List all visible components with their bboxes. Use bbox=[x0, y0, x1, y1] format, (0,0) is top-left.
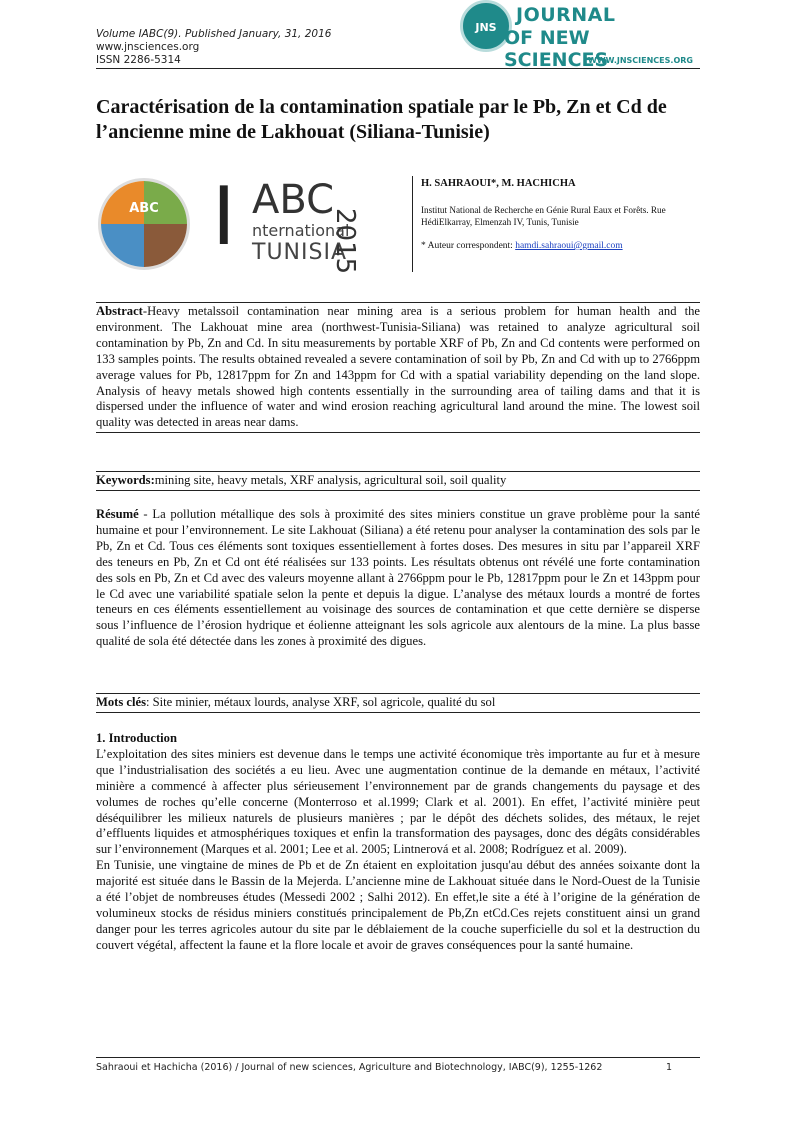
conference-logo-abc: ABC bbox=[252, 177, 335, 223]
keywords-label: Keywords: bbox=[96, 473, 155, 487]
volume-info: Volume IABC(9). Published January, 31, 2016 bbox=[96, 28, 332, 40]
abstract-text: -Heavy metalssoil contamination near mining area is a serious problem for human health and the environment. The Lakhouat mine area (northwest-Tunisia-Siliana) was retained to analyze agricultural soil contamination by Pb, Zn and Cd. In situ measurements by portable XRF of Pb, Zn and Cd contents were performed on 133 samples points. The results obtained revealed a severe contamination of soil by Pb, Zn and Cd with up to 2766ppm average values for Pb, 12817ppm for Zn and 143ppm for Cd with a spatial variability depending on the land slope. Analysis of heavy metals showed high contents essentially in the surrounding area of tailing dams and that it is dispersed under the influence of water and wind erosion reaching agricultural land around the mine. The lowest soil quality was detected in areas near dams. bbox=[96, 304, 700, 430]
header-meta bbox=[96, 28, 331, 67]
introduction-section bbox=[96, 731, 700, 954]
footer-divider bbox=[96, 1057, 700, 1058]
conference-logo-year: 2015 bbox=[330, 208, 360, 275]
page-number: 1 bbox=[665, 1062, 672, 1073]
journal-logo-line1: JOURNAL bbox=[516, 4, 616, 26]
motscles-section bbox=[96, 693, 700, 713]
footer-citation: Sahraoui et Hachicha (2016) / Journal of new sciences, Agriculture and Biotechnology, IABC(9), 1255-1262 bbox=[96, 1062, 603, 1073]
journal-monogram: JNS bbox=[475, 21, 497, 34]
journal-website[interactable]: www.jnsciences.org bbox=[96, 41, 200, 53]
conference-logo-international: nternational bbox=[252, 221, 350, 240]
authors: H. SAHRAOUI*, M. HACHICHA bbox=[421, 178, 576, 189]
correspondent-label: * Auteur correspondent: bbox=[421, 241, 516, 251]
logo-divider bbox=[412, 176, 413, 272]
journal-logo-line2: OF NEW SCIENCES bbox=[504, 27, 609, 71]
introduction-paragraph-1: L’exploitation des sites miniers est devenue dans le temps une activité économique très importante au fur et à mesure que l’industrialisation des sociétés a eu lieu. Avec une augmentation continue de la demande en métaux, l’activité minière a commencé à affecter plus sérieusement l’environnement par de grands changements du paysage et des volumes de roches qu’elle concerne (Monterroso et al.1999; Clark et al. 2001). En effet, l’activité minière peut déséquilibrer les milieux naturels de plusieurs manières ; par le dépôt des déchets solides, des métaux, le rejet d’effluents liquides et atmosphériques toxiques et enfin la transformation des paysages, donc des dégâts considérables sur l’environnement (Marques et al. 2001; Lee et al. 2005; Lintnerová et al. 2008; Rodríguez et al. 2009). bbox=[96, 746, 700, 857]
affiliation: Institut National de Recherche en Génie Rural Eaux et Forêts. Rue HédiElkarray, Elmenzah IV, Tunis, Tunisie bbox=[421, 205, 666, 227]
correspondent-email-link[interactable]: hamdi.sahraoui@gmail.com bbox=[515, 241, 623, 251]
conference-logo bbox=[212, 170, 412, 275]
introduction-heading: 1. Introduction bbox=[96, 731, 177, 745]
abstract-section bbox=[96, 302, 700, 433]
resume-text: - La pollution métallique des sols à proximité des sites miniers constitue un grave problème pour la santé humaine et pour l’environnement. Le site Lakhouat (Siliana) a été retenu pour analyser la contamination des sols par le Pb, Zn et Cd. Tous ces éléments sont toxiques essentiellement à fortes doses. Des mesures in situ par l’appareil XRF des teneurs en Pb, Zn et Cd ont été réalisées sur 133 points. Les résultats obtenus ont révélé une forte contamination des sols en Pb, Zn et Cd avec des valeurs moyenne allant à 2766ppm pour le Pb, 12817ppm pour le Zn et 143ppm pour le Cd avec une variabilité spatiale selon la pente et depuis la digue. L’analyse des métaux lourds a montré de fortes teneurs en ces éléments essentiellement au voisinage des sources de contamination et que cette dernière se disperse sous l’influence de l’érosion hydrique et éolienne atteignant les sols agricole aux alentours de la mine. La plus basse qualité de sola été détectée dans les zones à proximité des digues. bbox=[96, 507, 700, 649]
paper-title: Caractérisation de la contamination spatiale par le Pb, Zn et Cd de l’ancienne mine de Lakhouat (Siliana-Tunisie) bbox=[96, 96, 667, 143]
footer bbox=[96, 1062, 700, 1073]
badge-text: ABC bbox=[129, 201, 159, 216]
introduction-paragraph-2: En Tunisie, une vingtaine de mines de Pb et de Zn étaient en exploitation jusqu'au début des années soixante dont la majorité est située dans le Bassin de la Mejerda. L’ancienne mine de Lakhouat située dans le Nord-Ouest de la Tunisie a été l’objet de nombreuses études (Messedi 2002 ; Salhi 2012). En effet,le site a été à l’origine de la génération de volumineux stocks de résidus miniers constitués principalement de Pb,Zn etCd.Ces rejets constituent ainsi un grand danger pour les terres agricoles autour du site par le déblaiement de la couche superficielle du sol et la destruction du couvert végétal, affectent la faune et la flore locale et avoir de graves conséquences pour la santé humaine. bbox=[96, 858, 700, 952]
resume-label: Résumé bbox=[96, 507, 139, 521]
keywords-section bbox=[96, 471, 700, 491]
motscles-label: Mots clés bbox=[96, 695, 147, 709]
conference-logo-letter: I bbox=[212, 170, 236, 263]
header-divider bbox=[96, 68, 700, 69]
correspondent bbox=[421, 241, 623, 251]
motscles-text: : Site minier, métaux lourds, analyse XRF, sol agricole, qualité du sol bbox=[146, 695, 496, 709]
resume-section bbox=[96, 507, 700, 650]
issn: ISSN 2286-5314 bbox=[96, 54, 181, 66]
keywords-text: mining site, heavy metals, XRF analysis, agricultural soil, soil quality bbox=[154, 473, 507, 487]
iabc-badge-icon bbox=[98, 178, 190, 270]
journal-logo-url: WWW.JNSCIENCES.ORG bbox=[588, 56, 693, 65]
abstract-label: Abstract bbox=[96, 304, 143, 318]
journal-logo bbox=[460, 0, 700, 70]
conference-logo-tunisia: TUNISIA bbox=[252, 240, 347, 265]
